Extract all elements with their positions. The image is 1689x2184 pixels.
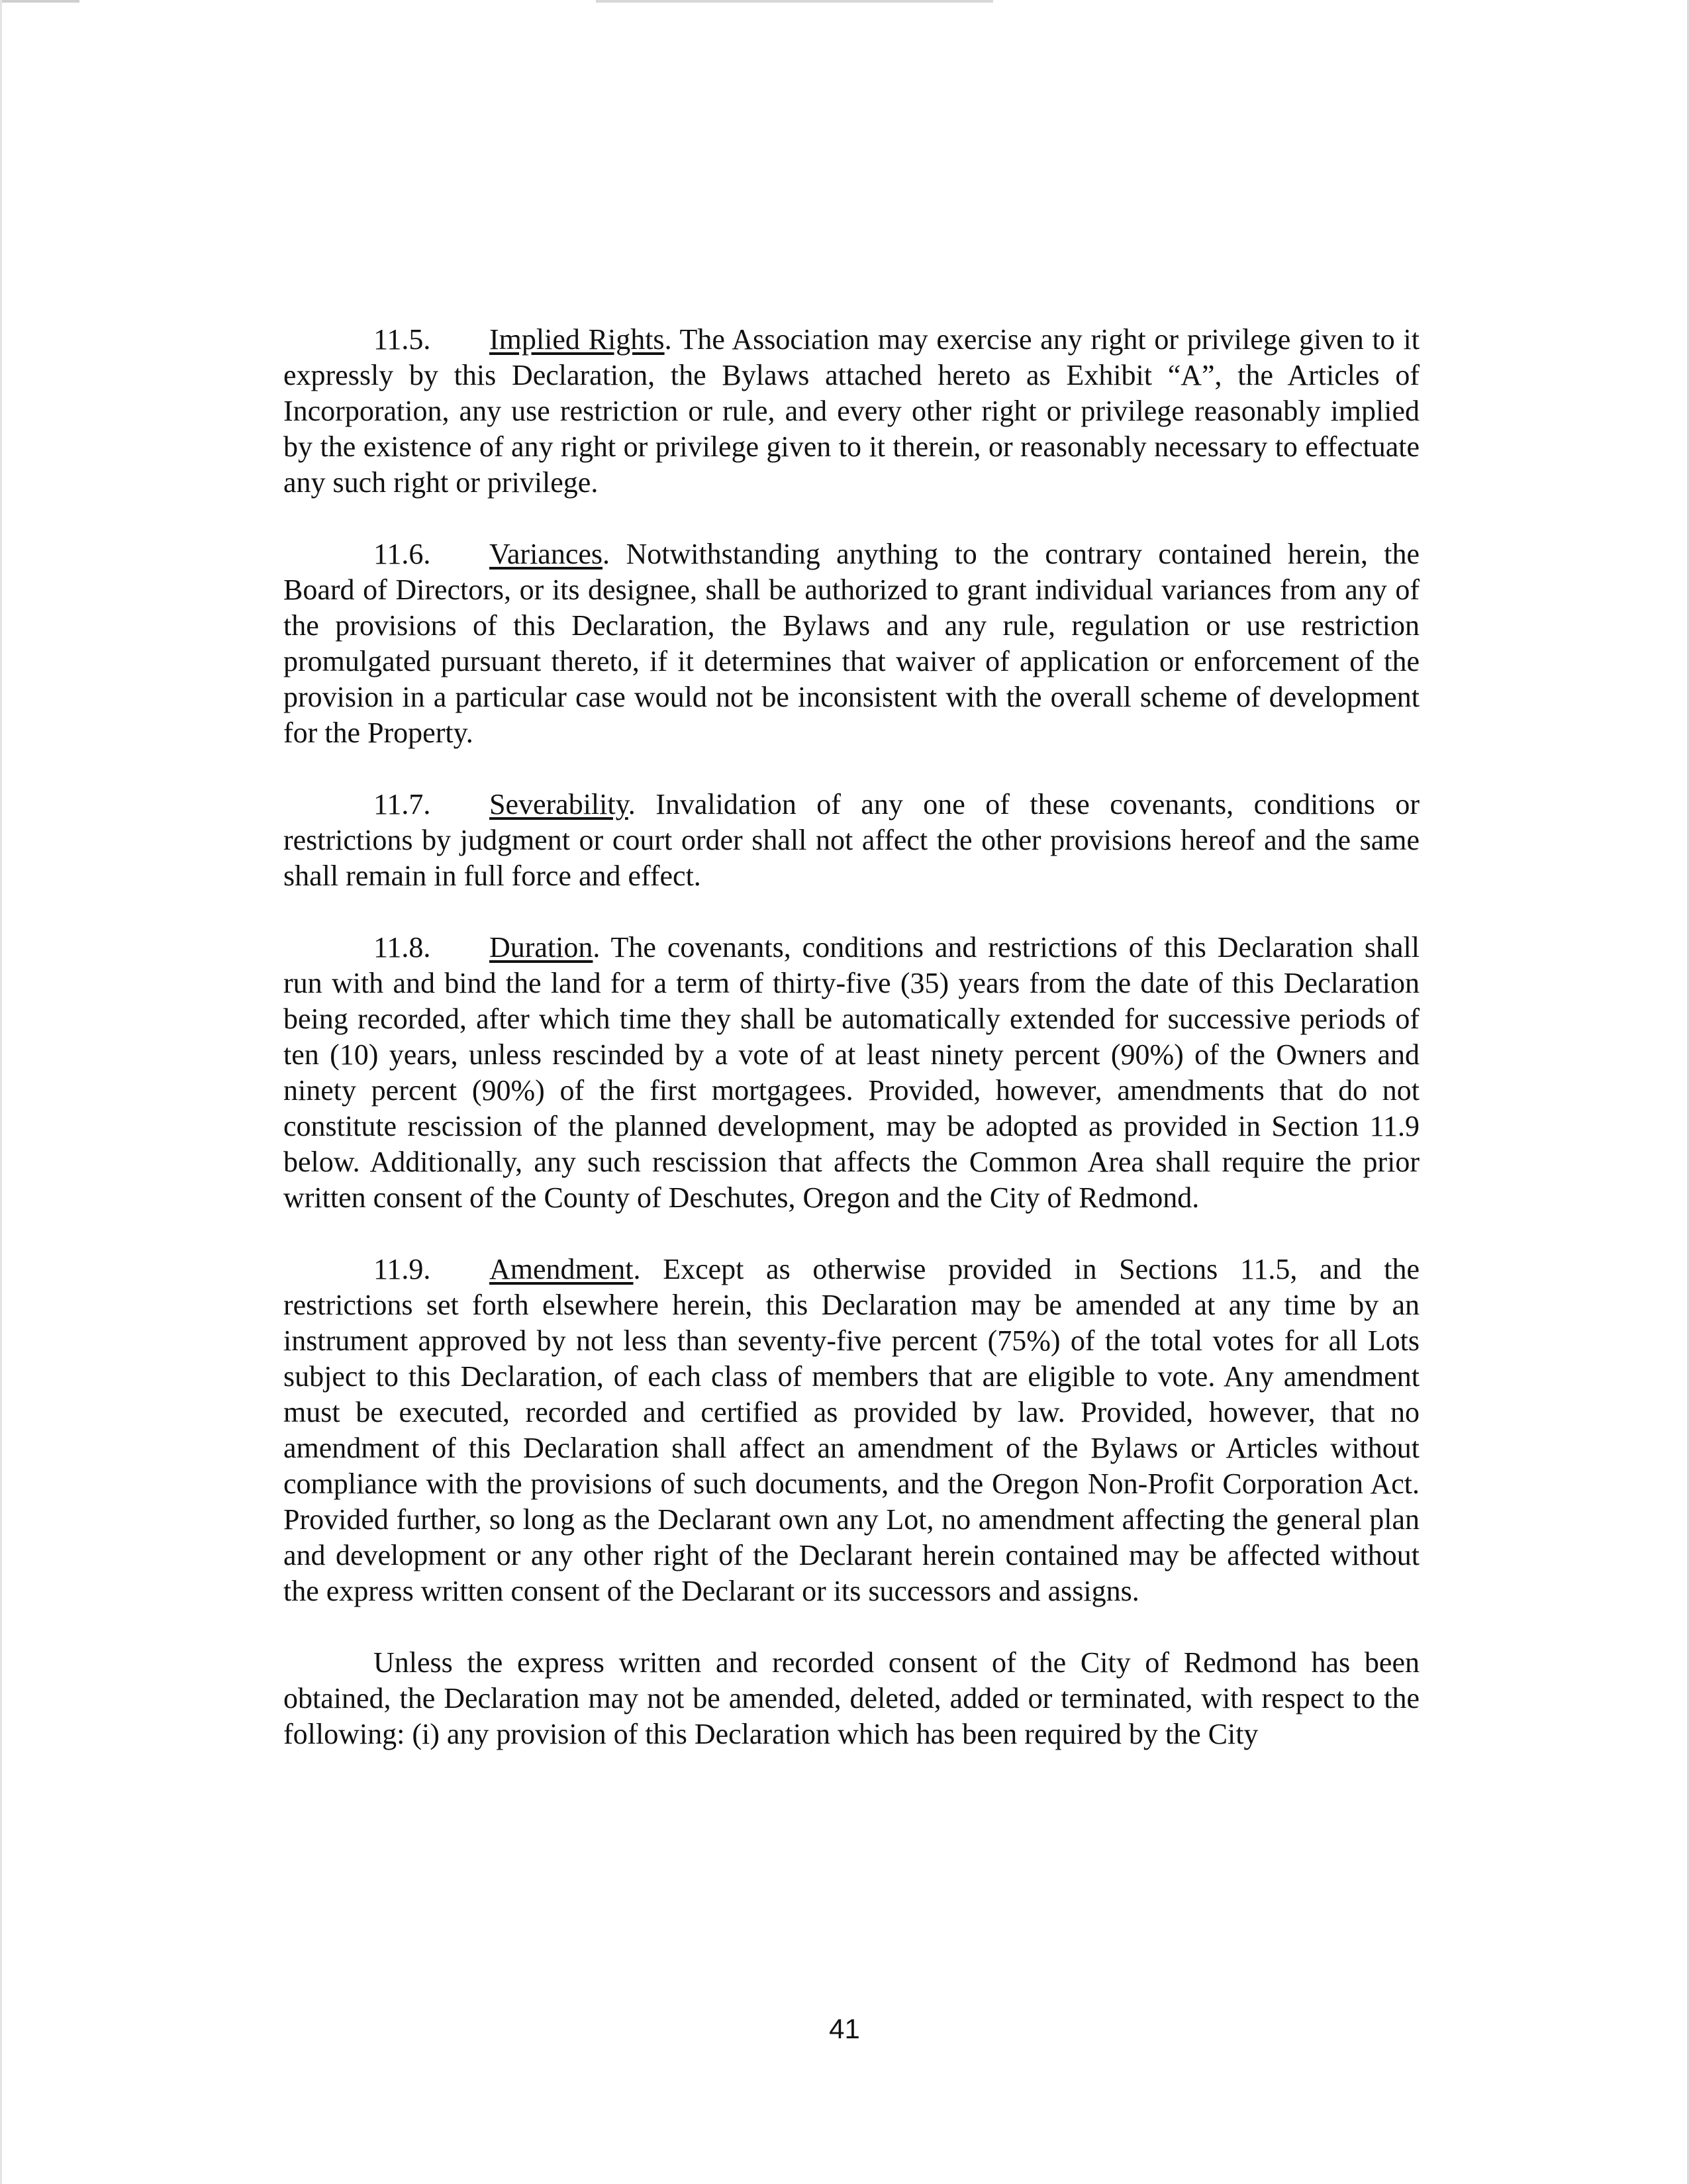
section-number: 11.9. — [373, 1253, 431, 1285]
scan-left-edge — [0, 0, 2, 2184]
section-11-9 — [283, 1252, 1420, 1609]
section-heading: Severability — [489, 788, 628, 820]
section-number: 11.6. — [373, 538, 431, 570]
section-11-8 — [283, 930, 1420, 1216]
page-number: 41 — [829, 2013, 860, 2044]
section-number: 11.8. — [373, 931, 431, 964]
section-11-7 — [283, 787, 1420, 894]
section-text: . Notwithstanding anything to the contrary contained herein, the Board of Directors, or its designee, shall be authorized to grant individual variances from any of the provisions of this Declaration, the Bylaws and any rule, regulation or use restriction promulgated pursuant thereto, if it determines that waiver of application or enforcement of the provision in a particular case would not be inconsistent with the overall scheme of development for the Property. — [283, 538, 1420, 749]
section-heading: Amendment — [489, 1253, 634, 1285]
section-number: 11.5. — [373, 323, 431, 356]
section-heading: Implied Rights — [489, 323, 665, 356]
section-heading: Duration — [489, 931, 593, 964]
section-11-6 — [283, 536, 1420, 751]
section-text: . Invalidation of any one of these covenants, conditions or restrictions by judgment or court order shall not affect the other provisions hereof and the same shall remain in full force and effect. — [283, 788, 1420, 892]
section-text: . The Association may exercise any right or privilege given to it expressly by this Declaration, the Bylaws attached hereto as Exhibit “A”, the Articles of Incorporation, any use restriction or rule, and every other right or privilege reasonably implied by the existence of any right or privilege given to it therein, or reasonably necessary to effectuate any such right or privilege. — [283, 323, 1420, 499]
scan-top-edge — [0, 0, 1689, 3]
document-body — [283, 322, 1420, 1788]
section-11-5 — [283, 322, 1420, 501]
section-number: 11.7. — [373, 788, 431, 820]
section-text: . Except as otherwise provided in Sections 11.5, and the restrictions set forth elsewhere herein, this Declaration may be amended at any time by an instrument approved by not less than seventy-five percent (75%) of the total votes for all Lots subject to this Declaration, of each class of members that are eligible to vote. Any amendment must be executed, recorded and certified as provided by law. Provided, however, that no amendment of this Declaration shall affect an amendment of the Bylaws or Articles without compliance with the provisions of such documents, and the Oregon Non-Profit Corporation Act. Provided further, so long as the Declarant own any Lot, no amendment affecting the general plan and development or any other right of the Declarant herein contained may be affected without the express written consent of the Declarant or its successors and assigns. — [283, 1253, 1420, 1607]
section-text: . The covenants, conditions and restrictions of this Declaration shall run with and bind the land for a term of thirty-five (35) years from the date of this Declaration being recorded, after which time they shall be automatically extended for successive periods of ten (10) years, unless rescinded by a vote of at least ninety percent (90%) of the Owners and ninety percent (90%) of the first mortgagees. Provided, however, amendments that do not constitute rescission of the planned development, may be adopted as provided in Section 11.9 below. Additionally, any such rescission that affects the Common Area shall require the prior written consent of the County of Deschutes, Oregon and the City of Redmond. — [283, 931, 1420, 1214]
closing-paragraph: Unless the express written and recorded consent of the City of Redmond has been obtained, the Declaration may not be amended, deleted, added or terminated, with respect to the following: (i) any provision of this Declaration which has been required by the City — [283, 1646, 1420, 1750]
section-heading: Variances — [489, 538, 603, 570]
